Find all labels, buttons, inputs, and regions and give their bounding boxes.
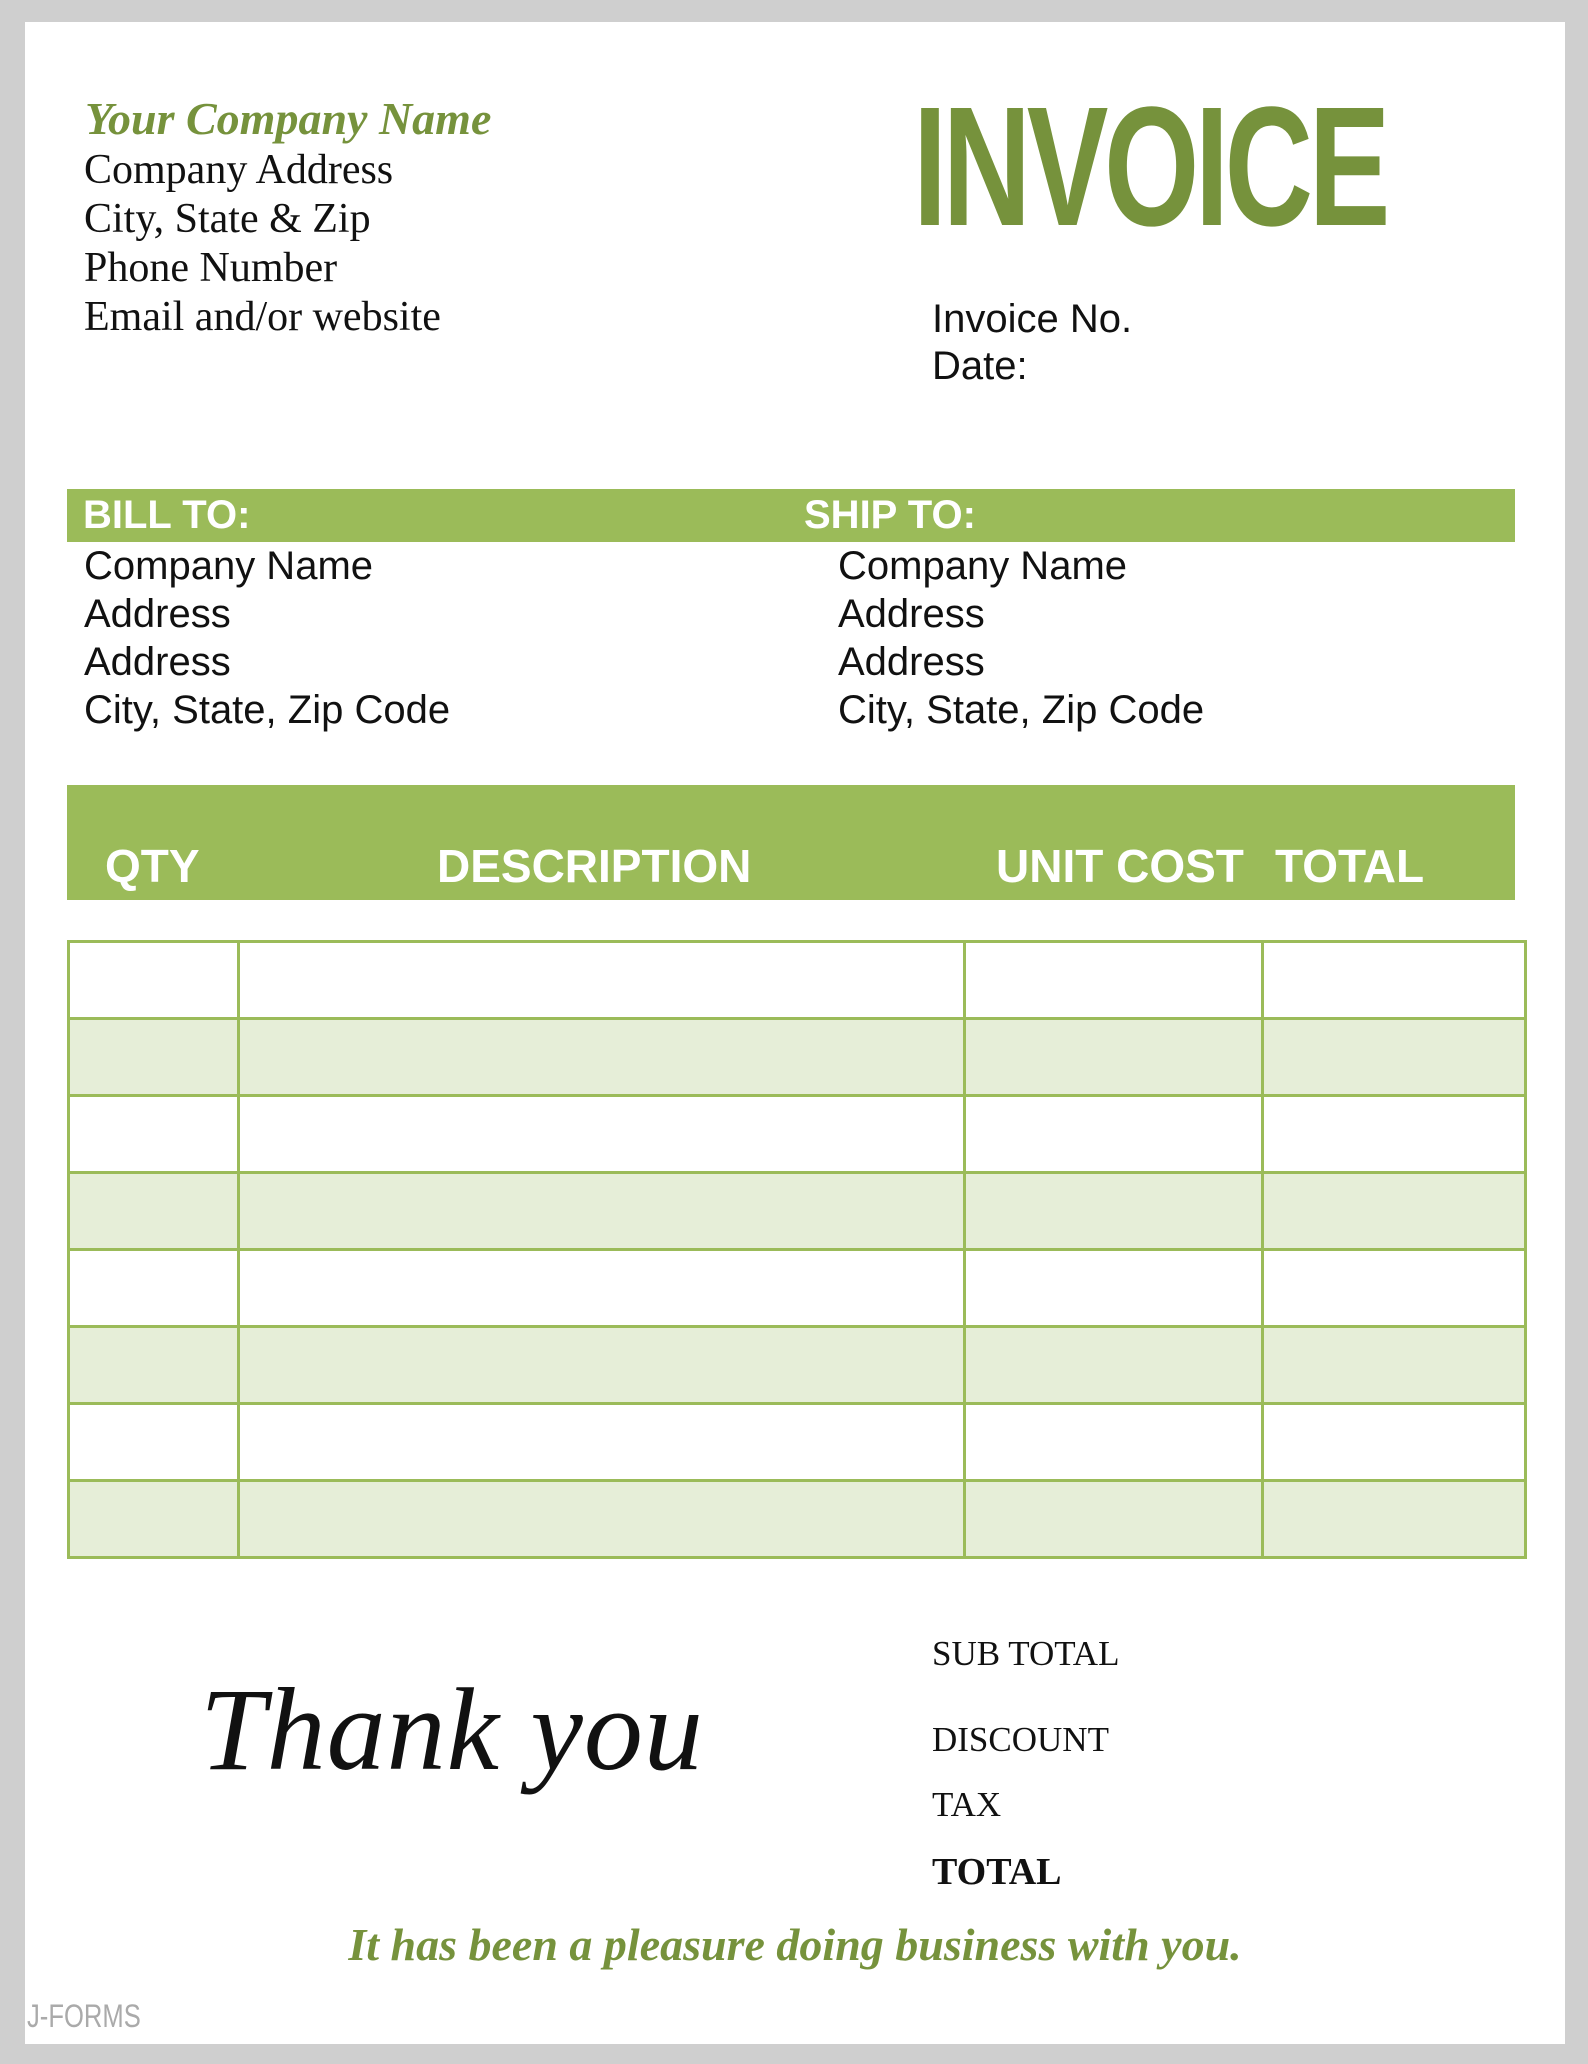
table-row bbox=[69, 942, 1526, 1019]
total-cell[interactable] bbox=[1263, 1250, 1526, 1327]
invoice-title: INVOICE bbox=[913, 72, 1387, 262]
table-row bbox=[69, 1096, 1526, 1173]
qty-cell[interactable] bbox=[69, 1019, 239, 1096]
watermark-logo: J-FORMS bbox=[27, 1998, 141, 2034]
line-items-table bbox=[67, 940, 1527, 1559]
total-cell[interactable] bbox=[1263, 1404, 1526, 1481]
unit-cost-cell[interactable] bbox=[965, 1404, 1263, 1481]
description-cell[interactable] bbox=[239, 1481, 965, 1558]
tax-label: TAX bbox=[932, 1785, 1002, 1824]
table-row bbox=[69, 1481, 1526, 1558]
total-cell[interactable] bbox=[1263, 1019, 1526, 1096]
qty-cell[interactable] bbox=[69, 1404, 239, 1481]
company-details bbox=[84, 146, 441, 342]
total-header: TOTAL bbox=[1275, 840, 1425, 892]
qty-cell[interactable] bbox=[69, 1096, 239, 1173]
ship-to-company: Company Name bbox=[838, 544, 1128, 588]
unit-cost-cell[interactable] bbox=[965, 1481, 1263, 1558]
table-row bbox=[69, 1327, 1526, 1404]
unit-cost-cell[interactable] bbox=[965, 1019, 1263, 1096]
total-cell[interactable] bbox=[1263, 942, 1526, 1019]
items-header-band bbox=[67, 785, 1515, 900]
total-cell[interactable] bbox=[1263, 1096, 1526, 1173]
discount-label: DISCOUNT bbox=[932, 1720, 1109, 1759]
bill-to-company: Company Name bbox=[84, 544, 374, 588]
description-cell[interactable] bbox=[239, 942, 965, 1019]
invoice-number-label: Invoice No. bbox=[932, 297, 1133, 341]
bill-to-address bbox=[84, 542, 450, 734]
ship-to-address bbox=[838, 542, 1204, 734]
ship-to-address1: Address bbox=[838, 592, 985, 636]
total-label: TOTAL bbox=[932, 1851, 1062, 1893]
qty-cell[interactable] bbox=[69, 1327, 239, 1404]
ship-to-address2: Address bbox=[838, 640, 985, 684]
description-cell[interactable] bbox=[239, 1019, 965, 1096]
unit-cost-cell[interactable] bbox=[965, 1173, 1263, 1250]
thank-you-script: Thank you bbox=[200, 1664, 704, 1795]
unit-cost-header: UNIT COST bbox=[996, 840, 1244, 892]
invoice-date-label: Date: bbox=[932, 344, 1028, 388]
subtotal-label: SUB TOTAL bbox=[932, 1634, 1120, 1673]
unit-cost-cell[interactable] bbox=[965, 1096, 1263, 1173]
qty-cell[interactable] bbox=[69, 1173, 239, 1250]
bill-to-address1: Address bbox=[84, 592, 231, 636]
company-phone: Phone Number bbox=[84, 245, 338, 291]
table-row bbox=[69, 1173, 1526, 1250]
total-cell[interactable] bbox=[1263, 1173, 1526, 1250]
bill-to-heading: BILL TO: bbox=[83, 493, 251, 537]
invoice-page bbox=[25, 22, 1565, 2044]
total-cell[interactable] bbox=[1263, 1327, 1526, 1404]
qty-cell[interactable] bbox=[69, 942, 239, 1019]
invoice-meta bbox=[932, 296, 1132, 390]
description-cell[interactable] bbox=[239, 1250, 965, 1327]
address-header-band bbox=[67, 489, 1515, 542]
company-city-state-zip: City, State & Zip bbox=[84, 196, 371, 242]
company-email-web: Email and/or website bbox=[84, 294, 441, 340]
table-row bbox=[69, 1250, 1526, 1327]
description-header: DESCRIPTION bbox=[437, 840, 752, 892]
bill-to-address2: Address bbox=[84, 640, 231, 684]
closing-message: It has been a pleasure doing business with you. bbox=[348, 1919, 1242, 1970]
unit-cost-cell[interactable] bbox=[965, 942, 1263, 1019]
bill-to-city-state-zip: City, State, Zip Code bbox=[84, 688, 451, 732]
description-cell[interactable] bbox=[239, 1327, 965, 1404]
description-cell[interactable] bbox=[239, 1404, 965, 1481]
ship-to-city-state-zip: City, State, Zip Code bbox=[838, 688, 1205, 732]
qty-cell[interactable] bbox=[69, 1481, 239, 1558]
description-cell[interactable] bbox=[239, 1096, 965, 1173]
description-cell[interactable] bbox=[239, 1173, 965, 1250]
company-address: Company Address bbox=[84, 147, 394, 193]
company-name: Your Company Name bbox=[85, 93, 492, 144]
unit-cost-cell[interactable] bbox=[965, 1250, 1263, 1327]
qty-cell[interactable] bbox=[69, 1250, 239, 1327]
ship-to-heading: SHIP TO: bbox=[804, 493, 976, 537]
unit-cost-cell[interactable] bbox=[965, 1327, 1263, 1404]
total-cell[interactable] bbox=[1263, 1481, 1526, 1558]
table-row bbox=[69, 1019, 1526, 1096]
table-row bbox=[69, 1404, 1526, 1481]
qty-header: QTY bbox=[105, 840, 200, 892]
